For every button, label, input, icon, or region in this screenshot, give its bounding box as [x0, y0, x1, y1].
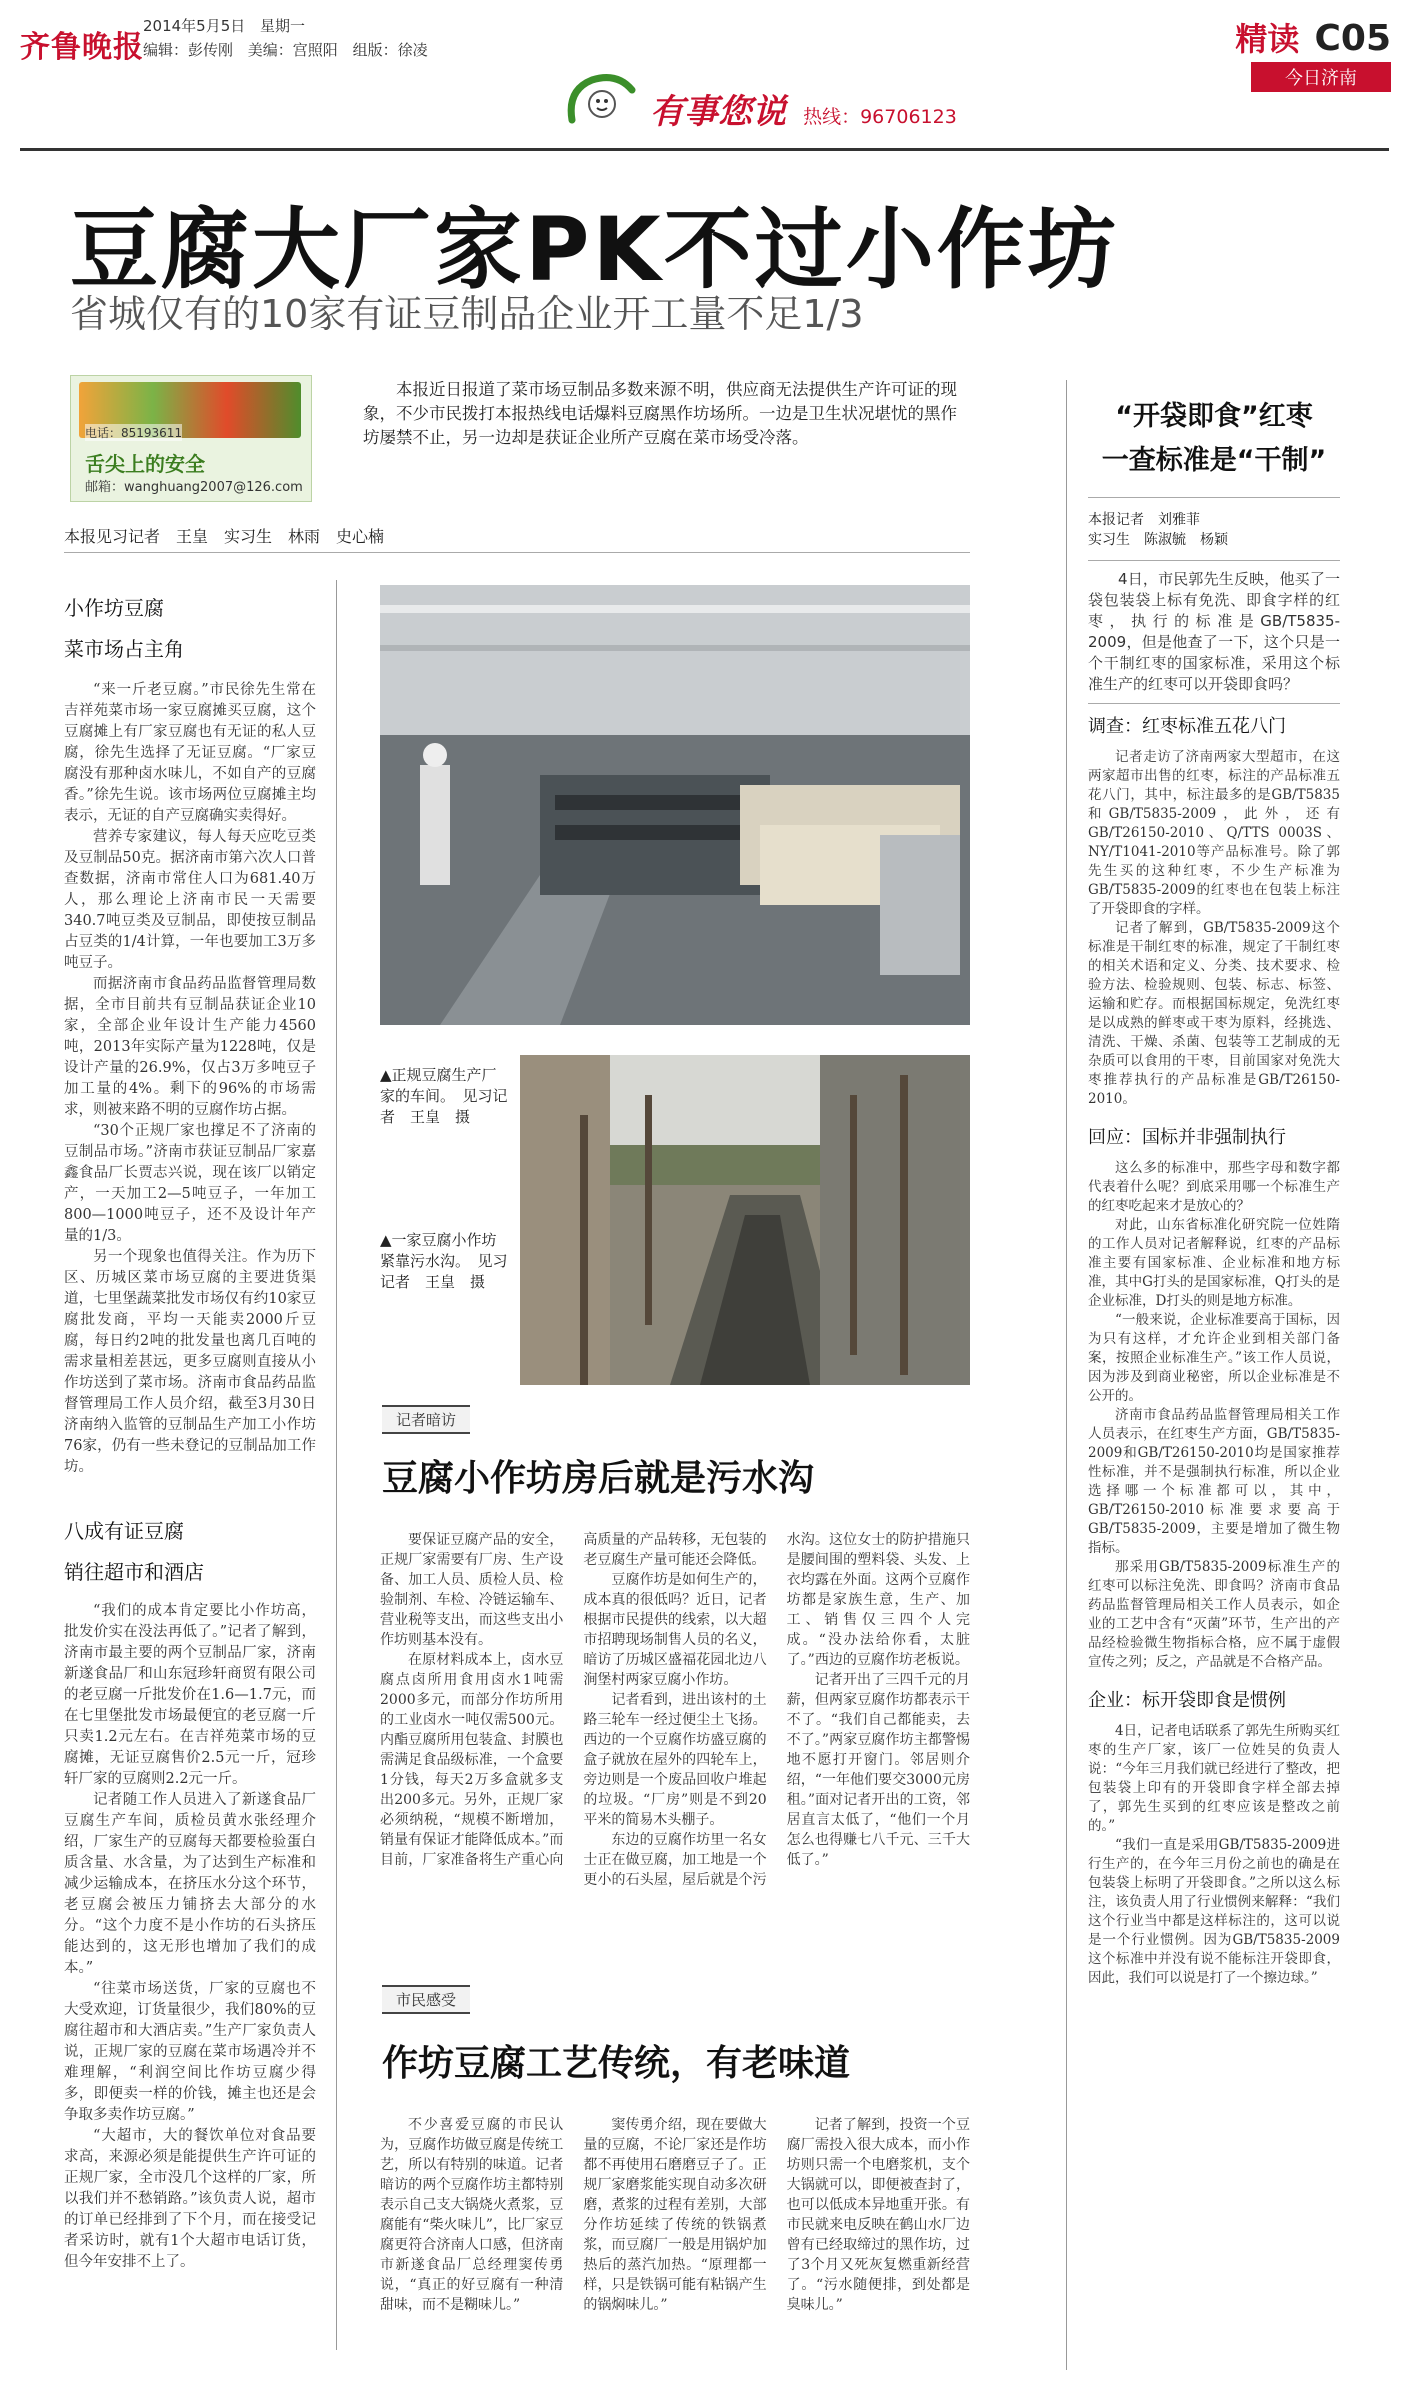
- section1-head1: 小作坊豆腐: [64, 596, 164, 620]
- article2-title: 豆腐小作坊房后就是污水沟: [382, 1458, 815, 1499]
- jujube-title-line1: “开袋即食”红枣: [1115, 401, 1313, 432]
- jujube-byline-divider: [1088, 560, 1340, 561]
- byline-divider: [64, 552, 970, 553]
- jujube-s2-para: 这么多的标准中，那些字母和数字都代表着什么呢？到底采用哪一个标准生产的红枣吃起来才是放心的？: [1088, 1160, 1340, 1214]
- jujube-s1-para: 记者走访了济南两家大型超市，在这两家超市出售的红枣，标注的产品标准五花八门，其中，标注最多的是GB/T5835和GB/T5835-2009，此外，还有GB/T26150-2010、Q/TTS 0003S、NY/T1041-2010等产品标准号。除了郭先生买的这种红枣，不少生产标准为GB/T5835-2009的红枣也在包装上标注了开袋即食的字样。: [1088, 749, 1340, 917]
- page-number: C05: [1314, 18, 1391, 59]
- promo-phone: 电话：85193611: [85, 426, 183, 440]
- phone-logo-icon: [562, 70, 642, 132]
- jujube-byline2: 实习生 陈淑毓 杨颖: [1088, 532, 1228, 548]
- article3-para: 记者了解到，投资一个豆腐厂需投入很大成本，而小作坊则只需一个电磨浆机，支个大锅就可以，即便被查封了，也可以低成本异地重开张。有市民就来电反映在鹤山水厂边曾有已经取缔过的黑作坊，过了3个月又死灰复燃重新经营了。“污水随便排，到处都是臭味儿。”: [786, 2117, 970, 2313]
- jujube-title-divider: [1088, 497, 1340, 498]
- article2-body: [380, 1530, 970, 1955]
- newspaper-logo: 齐鲁晚报: [20, 30, 144, 65]
- main-byline: 本报见习记者 王皇 实习生 林雨 史心楠: [64, 527, 385, 546]
- article2-para: 记者开出了三四千元的月薪，但两家豆腐作坊都表示干不了。“我们自己都能卖，去不了。”两家豆腐作坊主都警惕地不愿打开窗门。邻居则介绍，“一年他们要交3000元房租。”面对记者开出的工资，邻居直言太低了，“他们一个月怎么也得赚七八千元、三千大低了。”: [786, 1672, 970, 1868]
- section2: [64, 1515, 316, 2273]
- section1-head2: 菜市场占主角: [64, 637, 184, 661]
- main-headline: 豆腐大厂家PK不过小作坊: [70, 198, 1119, 301]
- jujube-s2-head: 回应：国标并非强制执行: [1088, 1127, 1286, 1148]
- column-rule: [336, 580, 337, 2350]
- section-name: 精读: [1235, 20, 1300, 58]
- factory-photo: [380, 585, 970, 1025]
- jujube-s3-head: 企业：标开袋即食是惯例: [1088, 1690, 1286, 1711]
- jujube-s3-para: “我们一直是采用GB/T5835-2009进行生产的，在今年三月份之前也的确是在包装袋上标明了开袋即食。”之所以这么标注，该负责人用了行业惯例来解释：“我们这个行业当中都是这样标注的，这可以说是一个行业惯例。因为GB/T5835-2009这个标准中并没有说不能标注开袋即食，因此，我们可以说是打了一个擦边球。”: [1088, 1837, 1340, 1986]
- edition-label: 今日济南: [1251, 62, 1391, 92]
- sub-headline: 省城仅有的10家有证豆制品企业开工量不足1/3: [70, 292, 864, 336]
- jujube-s2-para: 对此，山东省标准化研究院一位姓隋的工作人员对记者解释说，红枣的产品标准主要有国家标准、企业标准和地方标准，其中G打头的是国家标准，Q打头的是企业标准，D打头的则是地方标准。: [1088, 1217, 1340, 1309]
- right-column-rule: [1066, 380, 1067, 2370]
- section1-para: “30个正规厂家也撑足不了济南的豆制品市场。”济南市获证豆制品厂家嘉鑫食品厂长贾志兴说，现在该厂以销定产，一天加工2—5吨豆子，一年加工800—1000吨豆子，还不及设计年产量的1/3。: [64, 1123, 316, 1244]
- section2-para: 记者随工作人员进入了新遂食品厂豆腐生产车间，质检员黄水张经理介绍，厂家生产的豆腐每天都要检验蛋白质含量、水含量，为了达到生产标准和减少运输成本，在挤压水分这个环节，老豆腐会被压力铺挤去大部分的水分。“这个力度不是小作坊的石头挤压能达到的，这无形也增加了我们的成本。”: [64, 1792, 316, 1976]
- promo-box: [70, 375, 312, 502]
- jujube-title-line2: 一查标准是“干制”: [1101, 445, 1327, 476]
- section1-para: 而据济南市食品药品监督管理局数据，全市目前共有豆制品获证企业10家，全部企业年设计生产能力4560吨，2013年实际产量为1228吨，仅是设计产量的26.9%，仅占3万多吨豆子加工量的4%。剩下的96%的市场需求，则被来路不明的豆腐作坊占据。: [64, 976, 316, 1118]
- issue-weekday: 星期一: [260, 17, 306, 35]
- lede-paragraph: 本报近日报道了菜市场豆制品多数来源不明，供应商无法提供生产许可证的现象，不少市民拨打本报热线电话爆料豆腐黑作坊场所。一边是卫生状况堪忧的黑作坊屡禁不止，另一边却是获证企业所产豆腐在菜市场受冷落。: [363, 380, 957, 447]
- proofreader: 组版：徐凌: [352, 41, 428, 59]
- article3-para: 不少喜爱豆腐的市民认为，豆腐作坊做豆腐是传统工艺，所以有特别的味道。记者暗访的两个豆腐作坊主都特别表示自己支大锅烧火煮浆，豆腐能有“柴火味儿”，比厂家豆腐更符合济南人口感，但济南市新遂食品厂总经理窦传勇说，“真正的好豆腐有一种清甜味，而不是糊味儿。”: [380, 2117, 564, 2313]
- column-title: 有事您说: [650, 92, 786, 132]
- jujube-intro-divider: [1088, 703, 1340, 704]
- jujube-s3-para: 4日，记者电话联系了郭先生所购买红枣的生产厂家，该厂一位姓吴的负责人说：“今年三月我们就已经进行了整改，把包装袋上印有的开袋即食字样全部去掉了，郭先生买到的红枣应该是整改之前的。”: [1088, 1723, 1340, 1834]
- section1-para: 营养专家建议，每人每天应吃豆类及豆制品50克。据济南市第六次人口普查数据，济南市常住人口为681.40万人，那么理论上济南市民一天需要340.7吨豆类及豆制品，即使按豆制品占豆类的1/4计算，一年也要加工3万多吨豆子。: [64, 829, 316, 971]
- article2-para: 要保证豆腐产品的安全，正规厂家需要有厂房、生产设备、加工人员、质检人员、检验制剂、车检、冷链运输车、营业税等支出，而这些支出小作坊则基本没有。: [380, 1532, 564, 1648]
- article2-para: 在原材料成本上，卤水豆腐点卤所用食用卤水1吨需2000多元，而部分作坊所用的工业卤水一吨仅需500元。内酯豆腐所用包装盒、封膜也需满足食品级标准，一个盒要1分钱，每天2万多盒就多支出200多元。另外，正规厂家必须纳税，“规模不断增加，销量有保证才能降低成本。”而目前，厂家准备将生产重心向高质量的产品转移，无包装的老豆腐生产量可能还会降低。: [380, 1532, 767, 1868]
- promo-title: 舌尖上的安全: [85, 452, 205, 476]
- promo-email: 邮箱：wanghuang2007@126.com: [85, 480, 303, 495]
- jujube-s2-para: “一般来说，企业标准要高于国标，因为只有这样，才允许企业到相关部门备案，按照企业标准生产。”该工作人员说，因为涉及到商业秘密，所以企业标准是不公开的。: [1088, 1312, 1340, 1404]
- section1: [64, 592, 316, 1478]
- designer: 美编：宫照阳: [247, 41, 338, 59]
- section2-para: “往菜市场送货，厂家的豆腐也不大受欢迎，订货量很少，我们80%的豆腐往超市和大酒店卖。”生产厂家负责人说，正规厂家的豆腐在菜市场遇冷并不难理解，“利润空间比作坊豆腐少得多，即便卖一样的价钱，摊主也还是会争取多卖作坊豆腐。”: [64, 1981, 316, 2123]
- article2-para: 豆腐作坊是如何生产的，成本真的很低吗？近日，记者根据市民提供的线索，以大超市招聘现场制售人员的名义，暗访了历城区盛福花园北边八涧堡村两家豆腐小作坊。: [583, 1572, 767, 1688]
- section2-head1: 八成有证豆腐: [64, 1519, 184, 1543]
- jujube-intro: 4日，市民郭先生反映，他买了一袋包装袋上标有免洗、即食字样的红枣，执行的标准是GB/T5835-2009，但是他查了一下，这个只是一个干制红枣的国家标准，采用这个标准生产的红枣可以开袋即食吗？: [1088, 570, 1340, 693]
- section-header: [1235, 14, 1391, 92]
- section2-head2: 销往超市和酒店: [64, 1560, 204, 1584]
- issue-date: 2014年5月5日: [143, 17, 246, 35]
- section1-para: 另一个现象也值得关注。作为历下区、历城区菜市场豆腐的主要进货渠道，七里堡蔬菜批发市场仅有约10家豆腐批发商，平均一天能卖2000斤豆腐，每日约2吨的批发量也离几百吨的需求量相差甚远，更多豆腐则直接从小作坊送到了菜市场。济南市食品药品监督管理局工作人员介绍，截至3月30日济南纳入监管的豆制品生产加工小作坊76家，仍有一些未登记的豆制品加工作坊。: [64, 1249, 316, 1475]
- jujube-s2-para: 济南市食品药品监督管理局相关工作人员表示，在红枣生产方面，GB/T5835-2009和GB/T26150-2010均是国家推荐性标准，并不是强制执行标准，所以企业选择哪一个标准都可以，其中，GB/T26150-2010标准要求要高于GB/T5835-2009，主要是增加了微生物指标。: [1088, 1407, 1340, 1556]
- jujube-s1-para: 记者了解到，GB/T5835-2009这个标准是干制红枣的标准，规定了干制红枣的相关术语和定义、分类、技术要求、检验方法、检验规则、包装、标志、标签、运输和贮存。而根据国标规定，免洗红枣是以成熟的鲜枣或干枣为原料，经挑选、清洗、干燥、杀菌、包装等工艺制成的无杂质可以食用的干枣，目前国家对免洗大枣推荐执行的产品标准是GB/T26150-2010。: [1088, 920, 1340, 1107]
- article3-para: 窦传勇介绍，现在要做大量的豆腐，不论厂家还是作坊都不再使用石磨磨豆子了。正规厂家磨浆能实现自动多次研磨，煮浆的过程有差别，大部分作坊延续了传统的铁锅煮浆，而豆腐厂一般是用锅炉加热后的蒸汽加热。“原理都一样，只是铁锅可能有粘锅产生的锅焖味儿。”: [583, 2117, 767, 2313]
- jujube-s2-para: 那采用GB/T5835-2009标准生产的红枣可以标注免洗、即食吗？济南市食品药品监督管理局相关工作人员表示，如企业的工艺中含有“灭菌”环节，生产出的产品经检验微生物指标合格，应不属于虚假宣传之列；反之，产品就是不合格产品。: [1088, 1559, 1340, 1670]
- section2-para: “大超市，大的餐饮单位对食品要求高，来源必须是能提供生产许可证的正规厂家，全市没几个这样的厂家，所以我们并不愁销路。”该负责人说，超市的订单已经排到了下个月，而在接受记者采访时，就有1个大超市电话订货，但今年安排不上了。: [64, 2128, 316, 2270]
- article2-para: 记者看到，进出该村的土路三轮车一经过便尘土飞扬。西边的一个豆腐作坊盛豆腐的盒子就放在屋外的四轮车上，旁边则是一个废品回收户堆起的垃圾。“厂房”则是不到20平米的简易木头棚子。: [583, 1692, 767, 1828]
- top-divider: [20, 148, 1389, 151]
- jujube-article: [1088, 395, 1340, 1988]
- editor: 编辑：彭传刚: [143, 41, 234, 59]
- ditch-photo: [520, 1055, 970, 1385]
- article3-tag: 市民感受: [382, 1985, 470, 2014]
- header-meta: [143, 14, 438, 62]
- photo2-caption: ▲一家豆腐小作坊紧靠污水沟。 见习记者 王皇 摄: [380, 1231, 508, 1291]
- jujube-s1-head: 调查：红枣标准五花八门: [1088, 716, 1286, 737]
- article3-body: [380, 2115, 970, 2365]
- column-banner: [650, 84, 957, 133]
- column-hotline: 热线：96706123: [803, 106, 957, 128]
- article2-tag: 记者暗访: [382, 1405, 470, 1434]
- section2-para: “我们的成本肯定要比小作坊高，批发价实在没法再低了。”记者了解到，济南市最主要的两个豆制品厂家，济南新遂食品厂和山东冠珍轩商贸有限公司的老豆腐一斤批发价在1.6—1.7元，而在七里堡批发市场最便宜的老豆腐一斤只卖1.2元左右。在吉祥苑菜市场的豆腐摊，无证豆腐售价2.5元一斤，冠珍轩厂家的豆腐则2.2元一斤。: [64, 1603, 316, 1787]
- jujube-byline1: 本报记者 刘雅菲: [1088, 512, 1200, 528]
- section1-para: “来一斤老豆腐。”市民徐先生常在吉祥苑菜市场一家豆腐摊买豆腐，这个豆腐摊上有厂家豆腐也有无证的私人豆腐，徐先生选择了无证豆腐。“厂家豆腐没有那种卤水味儿，不如自产的豆腐香。”徐先生说。该市场两位豆腐摊主均表示，无证的自产豆腐确实卖得好。: [64, 682, 316, 824]
- article2-para: 东边的豆腐作坊里一名女士正在做豆腐，加工地是一个更小的石头屋，屋后就是个污水沟。这位女士的防护措施只是腰间围的塑料袋、头发、上衣均露在外面。这两个豆腐作坊都是家族生意，生产、加工、销售仅三四个人完成。“没办法给你看，太脏了。”西边的豆腐作坊老板说。: [583, 1532, 970, 1888]
- photo1-caption: ▲正规豆腐生产厂家的车间。 见习记者 王皇 摄: [380, 1066, 508, 1126]
- article3-title: 作坊豆腐工艺传统，有老味道: [382, 2043, 851, 2084]
